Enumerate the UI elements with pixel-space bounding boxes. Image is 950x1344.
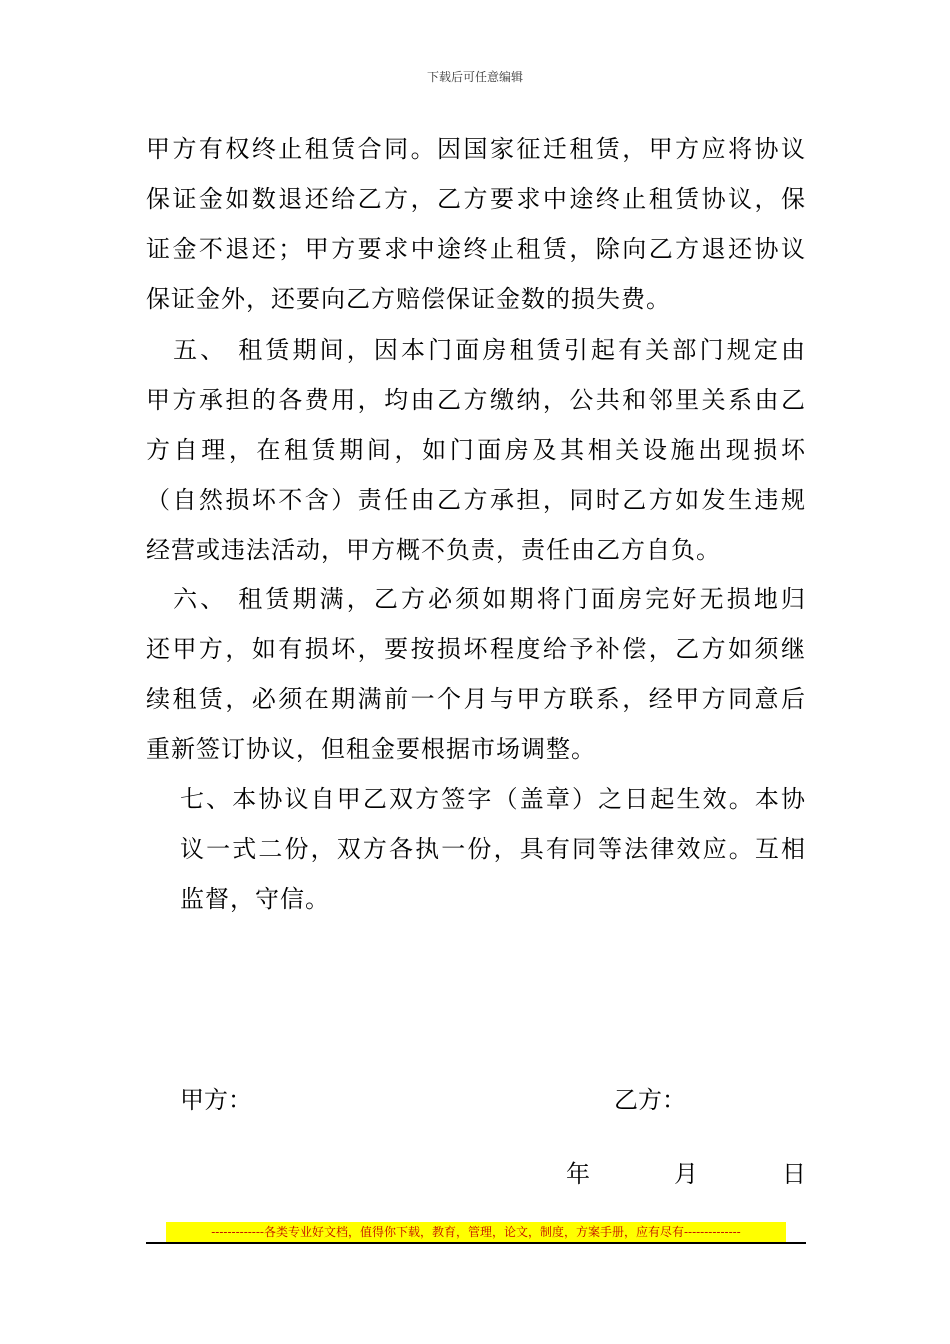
paragraph-line: 甲方有权终止租赁合同。因国家征迁租赁，甲方应将协议 [146,135,806,163]
paragraph-clause-6 [146,574,806,774]
date-day-label: 日 [782,1160,806,1188]
paragraph-line: （自然损坏不含）责任由乙方承担，同时乙方如发生违规 [146,486,806,514]
paragraph-clause-7 [180,774,806,924]
paragraph-line: 保证金如数退还给乙方，乙方要求中途终止租赁协议，保 [146,185,806,213]
paragraph-line: 甲方承担的各费用，均由乙方缴纳，公共和邻里关系由乙 [146,386,806,414]
paragraph-line: 续租赁，必须在期满前一个月与甲方联系，经甲方同意后 [146,685,806,713]
paragraph-termination [146,124,806,324]
footer-banner: -------------各类专业好文档，值得你下载，教育，管理，论文，制度，方案手册，应有尽有-------------- [166,1222,786,1242]
party-b-label: 乙方： [614,1086,686,1114]
paragraph-line: 监督，守信。 [180,885,330,913]
date-year-label: 年 [566,1160,590,1188]
paragraph-line: 证金不退还；甲方要求中途终止租赁，除向乙方退还协议 [146,235,806,263]
paragraph-clause-5 [146,325,806,575]
paragraph-line: 经营或违法活动，甲方概不负责，责任由乙方自负。 [146,536,721,564]
footer-divider [146,1242,806,1244]
paragraph-line: 五、 租赁期间，因本门面房租赁引起有关部门规定由 [146,336,806,364]
paragraph-line: 议一式二份，双方各执一份，具有同等法律效应。互相 [180,835,806,863]
page-header: 下载后可任意编辑 [426,70,523,84]
paragraph-line: 六、 租赁期满，乙方必须如期将门面房完好无损地归 [146,585,806,613]
paragraph-line: 方自理，在租赁期间，如门面房及其相关设施出现损坏 [146,436,806,464]
paragraph-line: 七、本协议自甲乙双方签字（盖章）之日起生效。本协 [180,785,806,813]
paragraph-line: 重新签订协议，但租金要根据市场调整。 [146,735,596,763]
paragraph-line: 还甲方，如有损坏，要按损坏程度给予补偿，乙方如须继 [146,635,806,663]
paragraph-line: 保证金外，还要向乙方赔偿保证金数的损失费。 [146,285,671,313]
party-a-label: 甲方： [180,1086,252,1114]
date-month-label: 月 [674,1160,698,1188]
